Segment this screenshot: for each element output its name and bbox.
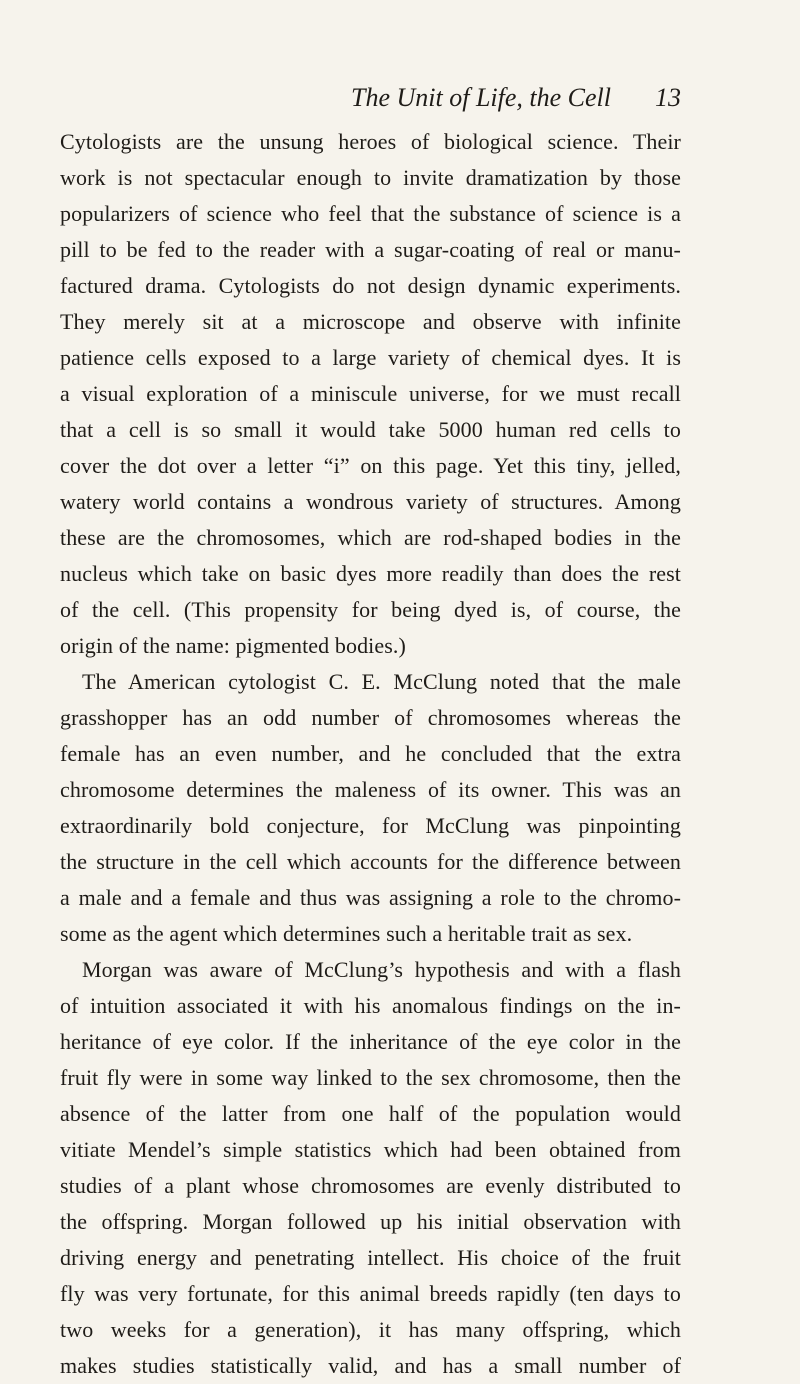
text-line: Morgan was aware of McClung’s hypothesis and with a flash <box>82 957 681 982</box>
text-line: studies of a plant whose chromosomes are evenly distributed to <box>60 1173 681 1198</box>
text-line: watery world contains a wondrous variety of structures. Among <box>60 489 681 514</box>
text-line: The American cytologist C. E. McClung noted that the male <box>82 669 681 694</box>
text-line: driving energy and penetrating intellect. His choice of the fruit <box>60 1245 681 1270</box>
text-line: these are the chromosomes, which are rod-shaped bodies in the <box>60 525 681 550</box>
body-text <box>60 124 681 1384</box>
text-line: fly was very fortunate, for this animal breeds rapidly (ten days to <box>60 1281 681 1306</box>
text-line: two weeks for a generation), it has many offspring, which <box>60 1317 681 1342</box>
text-line: cover the dot over a letter “i” on this page. Yet this tiny, jelled, <box>60 453 681 478</box>
running-title: The Unit of Life, the Cell <box>351 83 611 112</box>
text-line: pill to be fed to the reader with a sugar-coating of real or manu- <box>60 237 681 262</box>
text-line: the offspring. Morgan followed up his initial observation with <box>60 1209 681 1234</box>
text-line: makes studies statistically valid, and has a small number of <box>60 1353 681 1378</box>
text-line: female has an even number, and he concluded that the extra <box>60 741 681 766</box>
text-line: the structure in the cell which accounts for the difference between <box>60 849 681 874</box>
running-head <box>60 78 681 118</box>
text-line: extraordinarily bold conjecture, for McClung was pinpointing <box>60 813 681 838</box>
text-line: nucleus which take on basic dyes more readily than does the rest <box>60 561 681 586</box>
text-line: patience cells exposed to a large variety of chemical dyes. It is <box>60 345 681 370</box>
text-line: fruit fly were in some way linked to the sex chromosome, then the <box>60 1065 681 1090</box>
text-line: some as the agent which determines such a heritable trait as sex. <box>60 921 633 946</box>
text-line: work is not spectacular enough to invite dramatization by those <box>60 165 681 190</box>
text-line: absence of the latter from one half of the population would <box>60 1101 681 1126</box>
text-line: of intuition associated it with his anomalous findings on the in- <box>60 993 681 1018</box>
text-line: Cytologists are the unsung heroes of biological science. Their <box>60 129 681 154</box>
text-line: a male and a female and thus was assigning a role to the chromo- <box>60 885 681 910</box>
text-line: factured drama. Cytologists do not design dynamic experiments. <box>60 273 681 298</box>
text-line: that a cell is so small it would take 5000 human red cells to <box>60 417 681 442</box>
text-line: of the cell. (This propensity for being dyed is, of course, the <box>60 597 681 622</box>
page-number: 13 <box>655 83 681 112</box>
text-line: popularizers of science who feel that the substance of science is a <box>60 201 681 226</box>
text-line: a visual exploration of a miniscule universe, for we must recall <box>60 381 681 406</box>
text-line: vitiate Mendel’s simple statistics which had been obtained from <box>60 1137 681 1162</box>
text-line: grasshopper has an odd number of chromosomes whereas the <box>60 705 681 730</box>
text-line: heritance of eye color. If the inheritance of the eye color in the <box>60 1029 681 1054</box>
text-line: They merely sit at a microscope and observe with infinite <box>60 309 681 334</box>
text-line: chromosome determines the maleness of its owner. This was an <box>60 777 681 802</box>
text-line: origin of the name: pigmented bodies.) <box>60 633 406 658</box>
